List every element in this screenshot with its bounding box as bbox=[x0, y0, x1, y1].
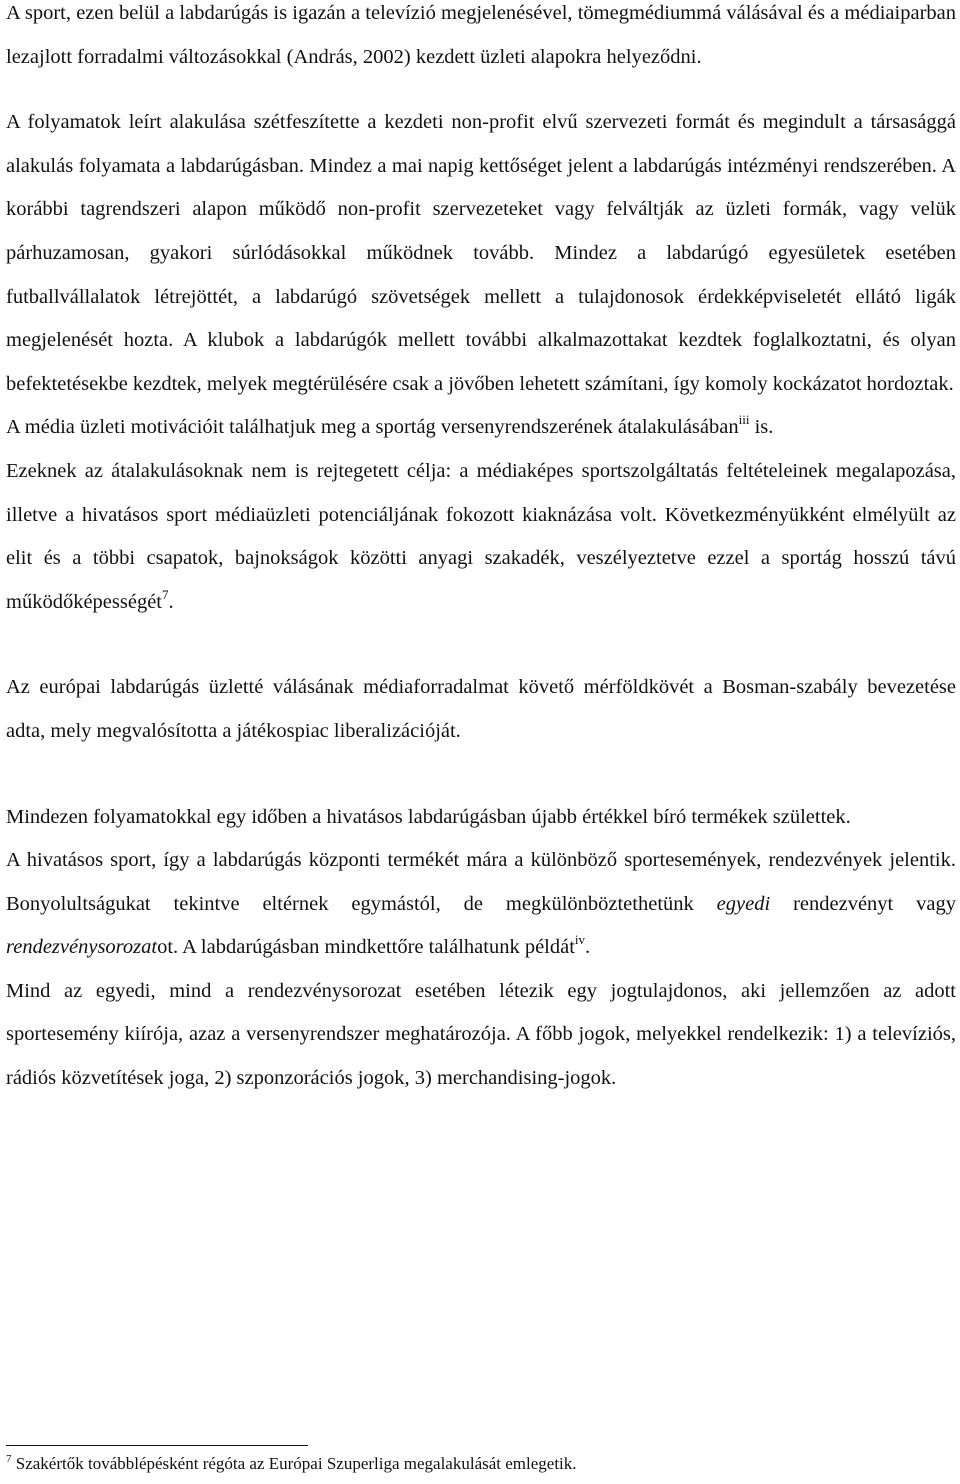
endnote-marker-iv: iv bbox=[574, 932, 586, 948]
paragraph-4-text: Ezeknek az átalakulásoknak nem is rejtegetett célja: a médiaképes sportszolgáltatás feltételeinek megalapozása, illetve a hivatásos sport médiaüzleti potenciáljának fokozott kiaknázása volt. Következményükként elmélyült az elit és a többi csapatok, bajnokságok közötti anyagi szakadék, veszélyeztetve ezzel a sportág hosszú távú működőképességét bbox=[6, 459, 956, 613]
paragraph-8: Mind az egyedi, mind a rendezvénysorozat esetében létezik egy jogtulajdonos, aki jellemzően az adott sportesemény kiírója, azaz a versenyrendszer meghatározója. A főbb jogok, melyekkel rendelkezik: 1) a televíziós, rádiós közvetítések joga, 2) szponzorációs jogok, 3) merchandising-jogok. bbox=[6, 979, 956, 1090]
footnote-text: Szakértők továbblépésként régóta az Európai Szuperliga megalakulását emlegetik. bbox=[11, 1454, 577, 1473]
endnote-marker-iii: iii bbox=[738, 412, 750, 428]
paragraph-2: A folyamatok leírt alakulása szétfeszítette a kezdeti non-profit elvű szervezeti formát és megindult a társasággá alakulás folyamata a labdarúgásban. Mindez a mai napig kettőséget jelent a labdarúgás intézményi rendszerében. A korábbi tagrendszeri alapon működő non-profit szervezeteket vagy felváltják az üzleti formák, vagy velük párhuzamosan, gyakori súrlódásokkal működnek tovább. Mindez a labdarúgó egyesületek esetében futballvállalatok létrejöttét, a labdarúgó szövetségek mellett a tulajdonosok érdekképviseletét ellátó ligák megjelenését hozta. A klubok a labdarúgók mellett további alkalmazottakat kezdtek foglalkoztatni, és olyan befektetésekbe kezdtek, melyek megtérülésére csak a jövőben lehetett számítani, így komoly kockázatot hordoztak. bbox=[6, 111, 956, 395]
paragraph-3-text: A média üzleti motivációit találhatjuk meg a sportág versenyrendszerének átalakulásában bbox=[6, 416, 739, 439]
footnote-marker-7: 7 bbox=[162, 586, 169, 602]
paragraph-5: Az európai labdarúgás üzletté válásának médiaforradalmat követő mérföldkövét a Bosman-szabály bevezetése adta, mely megvalósította a játékospiac liberalizációját. bbox=[6, 676, 956, 742]
paragraph-1: A sport, ezen belül a labdarúgás is igazán a televízió megjelenésével, tömegmédiummá válásával és a médiaiparban lezajlott forradalmi változásokkal (András, 2002) kezdett üzleti alapokra helyeződni. bbox=[6, 2, 956, 68]
paragraph-gap bbox=[6, 624, 956, 666]
paragraph-7-text-b: rendezvényt vagy bbox=[770, 892, 956, 915]
paragraph-gap bbox=[6, 754, 956, 796]
footnote bbox=[6, 1451, 956, 1477]
paragraph-7-text-c: ot. A labdarúgásban mindkettőre találhatunk példát bbox=[157, 936, 575, 959]
paragraph-6: Mindezen folyamatokkal egy időben a hivatásos labdarúgásban újabb értékkel bíró termékek születtek. bbox=[6, 805, 851, 828]
paragraph-gap bbox=[6, 79, 956, 101]
paragraph-7-end: . bbox=[585, 936, 591, 959]
term-egyedi: egyedi bbox=[716, 892, 771, 915]
paragraph-7 bbox=[6, 839, 956, 970]
term-rendezvenysorozat: rendezvénysorozat bbox=[6, 936, 158, 959]
footnote-number: 7 bbox=[6, 1453, 12, 1465]
paragraph-3-end: is. bbox=[749, 416, 774, 439]
document-body bbox=[6, 0, 956, 1101]
paragraph-3 bbox=[6, 406, 956, 450]
footnote-separator bbox=[6, 1445, 308, 1446]
paragraph-4 bbox=[6, 450, 956, 624]
paragraph-7-text-a: A hivatásos sport, így a labdarúgás központi termékét mára a különböző sportesemények, rendezvények jelentik. Bonyolultságukat tekintve eltérnek egymástól, de megkülönböztethetünk bbox=[6, 849, 956, 915]
paragraph-4-end: . bbox=[168, 590, 174, 613]
